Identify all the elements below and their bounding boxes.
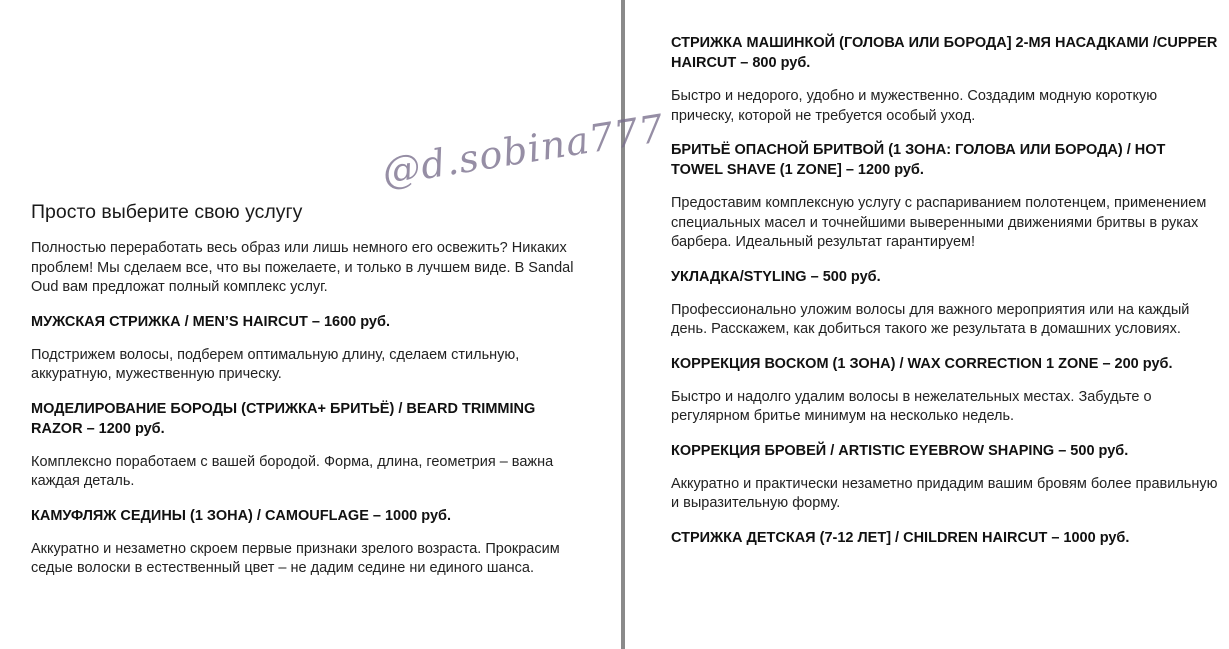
intro-text: Полностью переработать весь образ или лишь немного его освежить? Никаких проблем! Мы сделаем все, что вы пожелаете, и только в лучшем виде. В Sandal Oud вам предложат полный комплекс услуг. <box>31 240 574 295</box>
service-title: БРИТЬЁ ОПАСНОЙ БРИТВОЙ (1 ЗОНА: ГОЛОВА ИЛИ БОРОДА) / HOT TOWEL SHAVE (1 ZONE] – 1200 руб. <box>671 142 1166 178</box>
right-column <box>671 33 1219 562</box>
service-title: МОДЕЛИРОВАНИЕ БОРОДЫ (СТРИЖКА+ БРИТЬЁ) / BEARD TRIMMING RAZOR – 1200 руб. <box>31 400 536 437</box>
service-title: КОРРЕКЦИЯ БРОВЕЙ / ARTISTIC EYEBROW SHAPING – 500 руб. <box>671 442 1129 459</box>
page-divider <box>621 0 625 649</box>
service-description: Аккуратно и незаметно скроем первые признаки зрелого возраста. Прокрасим седые волоски в естественный цвет – не дадим седине ни единого шанса. <box>31 540 560 576</box>
service-block <box>671 441 1219 514</box>
service-description: Аккуратно и практически незаметно придадим вашим бровям более правильную и выразительную форму. <box>671 475 1218 511</box>
service-block <box>671 33 1219 126</box>
service-title: МУЖСКАЯ СТРИЖКА / MEN’S HAIRCUT – 1600 руб. <box>31 313 390 330</box>
service-description: Быстро и надолго удалим волосы в нежелательных местах. Забудьте о регулярном бритье минимум на несколько недель. <box>671 388 1152 424</box>
service-block <box>31 312 576 385</box>
service-block <box>31 506 576 579</box>
service-title: КОРРЕКЦИЯ ВОСКОМ (1 ЗОНА) / WAX CORRECTION 1 ZONE – 200 руб. <box>671 355 1173 372</box>
left-column <box>31 198 576 593</box>
service-block <box>671 528 1219 548</box>
service-title: КАМУФЛЯЖ СЕДИНЫ (1 ЗОНА) / CAMOUFLAGE – 1000 руб. <box>31 507 451 524</box>
service-block <box>671 267 1219 340</box>
watermark-text: @d.sobina777 <box>379 105 668 194</box>
service-description: Предоставим комплексную услугу с распариванием полотенцем, применением специальных масел и точнейшими выверенными движениями бритвы в руках барбера. Идеальный результат гарантируем! <box>671 195 1207 250</box>
intro-title: Просто выберите свою услугу <box>31 201 303 223</box>
service-description: Профессионально уложим волосы для важного мероприятия или на каждый день. Расскажем, как добиться такого же результата в домашних условиях. <box>671 301 1190 337</box>
service-description: Комплексно поработаем с вашей бородой. Форма, длина, геометрия – важна каждая деталь. <box>31 453 554 489</box>
service-title: СТРИЖКА МАШИНКОЙ (ГОЛОВА ИЛИ БОРОДА] 2-МЯ НАСАДКАМИ /CUPPER HAIRCUT – 800 руб. <box>671 35 1218 71</box>
service-description: Быстро и недорого, удобно и мужественно. Создадим модную короткую прическу, которой не требуется особый уход. <box>671 88 1158 124</box>
service-title: УКЛАДКА/STYLING – 500 руб. <box>671 268 881 285</box>
service-block <box>671 140 1219 253</box>
service-block <box>31 399 576 492</box>
service-description: Подстрижем волосы, подберем оптимальную длину, сделаем стильную, аккуратную, мужественную прическу. <box>31 346 520 382</box>
service-block <box>671 354 1219 427</box>
service-title: СТРИЖКА ДЕТСКАЯ (7-12 ЛЕТ] / CHILDREN HAIRCUT – 1000 руб. <box>671 529 1130 546</box>
right-page <box>626 0 1229 649</box>
